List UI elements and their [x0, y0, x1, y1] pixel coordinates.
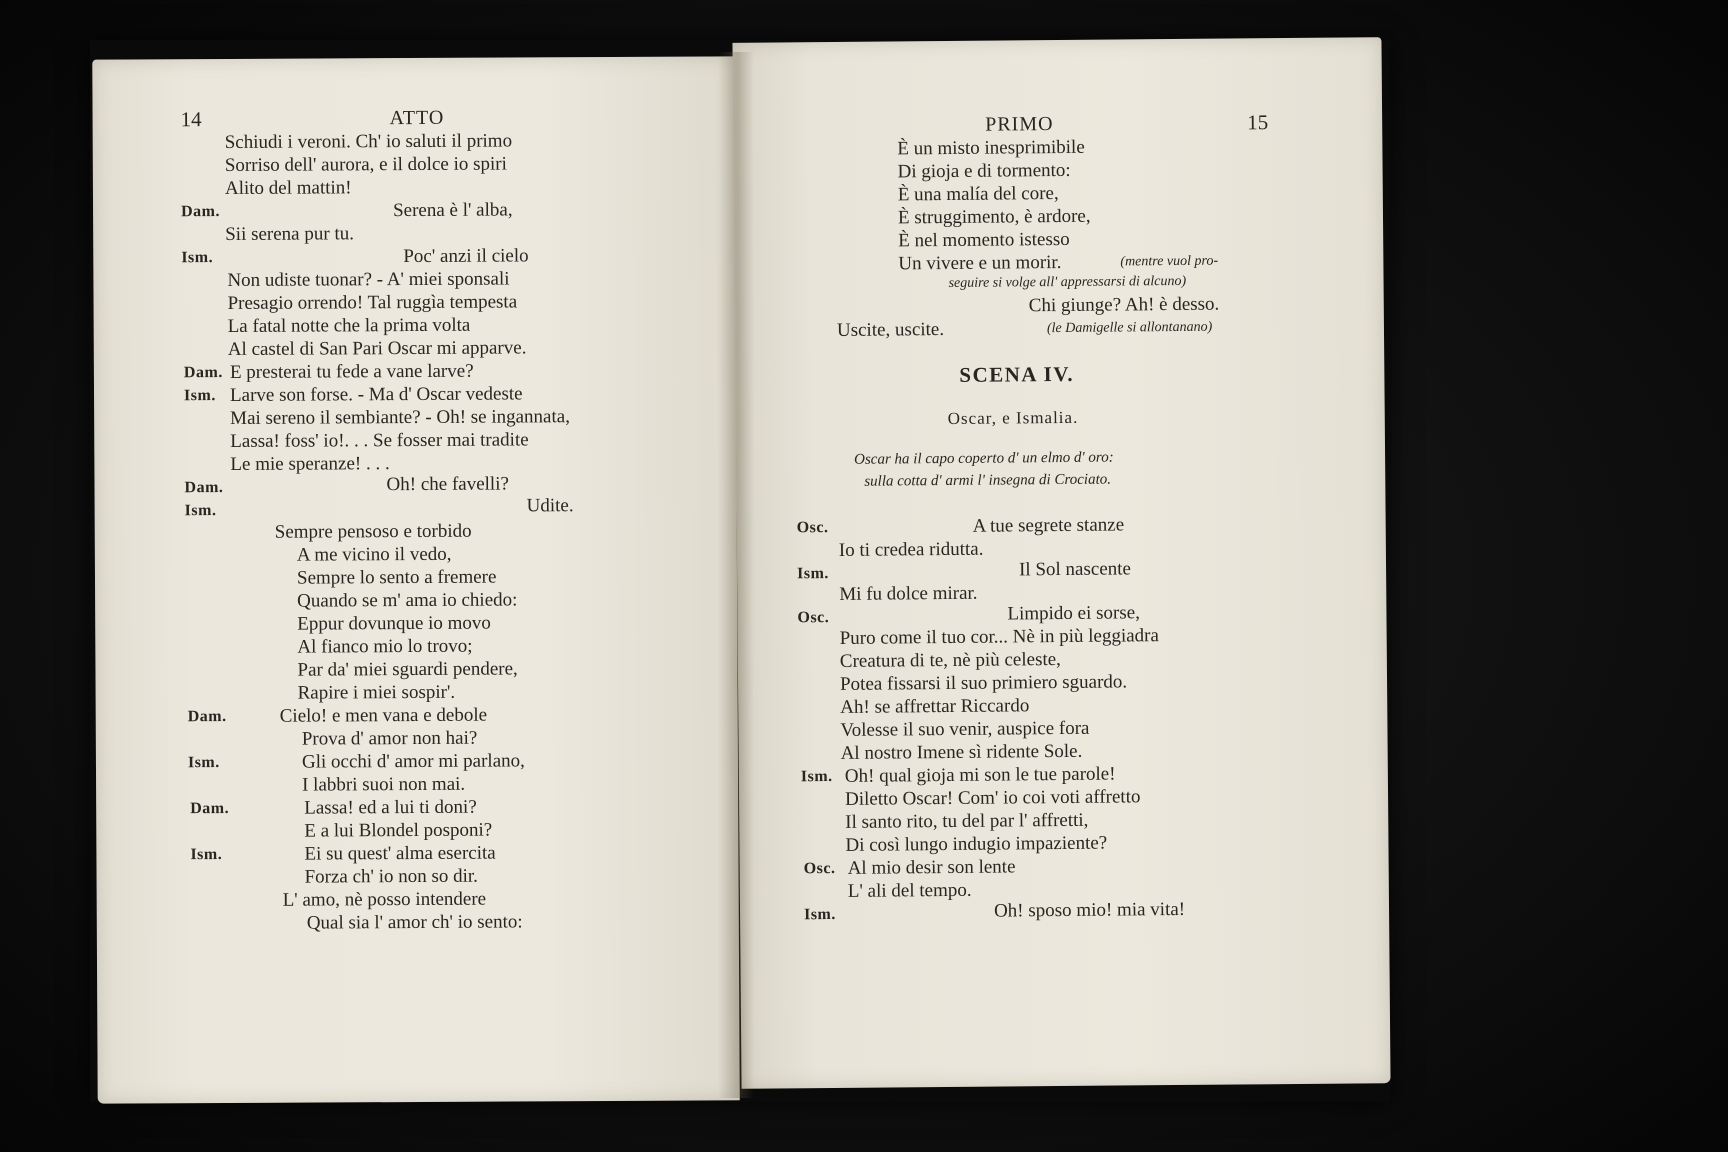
- running-head-right: PRIMO: [985, 113, 1054, 136]
- right-page: [732, 37, 1390, 1089]
- verse-line: È una malía del core,: [897, 183, 1059, 206]
- verse-line: Di gioja e di tormento:: [897, 159, 1071, 183]
- verse-line: Gli occhi d' amor mi parlano,: [301, 750, 525, 773]
- verse-line: Le mie speranze! . . .: [230, 453, 390, 475]
- stage-direction: (le Damigelle si allontanano): [1046, 319, 1213, 337]
- verse-line: È nel momento istesso: [898, 228, 1070, 252]
- verse-line: Cielo! e men vana e debole: [279, 704, 488, 727]
- page-number-right: 15: [1247, 110, 1269, 135]
- verse-line: Volesse il suo venir, auspice fora: [840, 717, 1090, 741]
- verse-line: Chi giunge? Ah! è desso.: [1028, 293, 1220, 317]
- verse-line: Il santo rito, tu del par l' affretti,: [845, 809, 1089, 833]
- verse-line: Diletto Oscar! Com' io coi voti affretto: [844, 786, 1141, 810]
- verse-line: Uscite, uscite.: [836, 319, 945, 341]
- verse-line: Limpido ei sorse,: [1007, 602, 1140, 625]
- verse-line: Potea fissarsi il suo primiero sguardo.: [839, 671, 1128, 695]
- verse-line: Io ti credea ridutta.: [838, 538, 984, 561]
- verse-line: Quando se m' ama io chiedo:: [297, 589, 518, 612]
- verse-line: Il Sol nascente: [1018, 558, 1132, 581]
- verse-line: Eppur dovunque io movo: [297, 612, 491, 635]
- verse-line: Sii serena pur tu.: [225, 223, 355, 245]
- verse-line: E a lui Blondel posponi?: [304, 819, 493, 842]
- verse-line: Poc' anzi il cielo: [403, 245, 529, 268]
- speaker-label: Dam.: [190, 799, 230, 818]
- speaker-label: Ism.: [800, 768, 833, 786]
- verse-line: Qual sia l' amor ch' io sento:: [306, 911, 523, 934]
- page-number-left: 14: [180, 107, 202, 132]
- verse-line: Un vivere e un morir.: [898, 251, 1062, 275]
- scene-description: Oscar ha il capo coperto d' un elmo d' oro:: [854, 449, 1114, 468]
- verse-line: La fatal notte che la prima volta: [227, 314, 471, 337]
- verse-line: L' amo, nè posso intendere: [282, 888, 487, 911]
- speaker-label: Dam.: [181, 203, 221, 221]
- verse-line: Lassa! foss' io!. . . Se fosser mai tradite: [230, 429, 529, 452]
- verse-line: Prova d' amor non hai?: [301, 727, 478, 750]
- verse-line: Lassa! ed a lui ti doni?: [304, 796, 477, 819]
- verse-line: È struggimento, è ardore,: [897, 205, 1091, 229]
- speaker-label: Ism.: [797, 565, 829, 583]
- scene-description: sulla cotta d' armi l' insegna di Crociato.: [864, 471, 1112, 490]
- speaker-label: Ism.: [803, 905, 836, 924]
- scene-title: SCENA IV.: [959, 361, 1075, 387]
- stage-direction: seguire si volge all' appressarsi di alcuno): [948, 273, 1187, 291]
- verse-line: Sempre lo sento a fremere: [296, 566, 497, 589]
- verse-line: Rapire i miei sospir'.: [297, 681, 456, 704]
- verse-line: Al castel di San Pari Oscar mi apparve.: [227, 337, 527, 360]
- verse-line: Al mio desir son lente: [847, 856, 1016, 879]
- verse-line: Serena è l' alba,: [393, 199, 513, 222]
- verse-line: A tue segrete stanze: [972, 514, 1125, 537]
- verse-line: Al fianco mio lo trovo;: [297, 635, 473, 658]
- verse-line: Udite.: [526, 495, 574, 517]
- verse-line: A me vicino il vedo,: [296, 543, 452, 566]
- verse-line: Par da' miei sguardi pendere,: [297, 658, 518, 681]
- scene-persons: Oscar, e Ismalia.: [947, 407, 1079, 428]
- verse-line: Oh! che favelli?: [386, 473, 509, 496]
- speaker-label: Ism.: [183, 387, 216, 405]
- speaker-label: Dam.: [183, 364, 223, 382]
- verse-line: Non udiste tuonar? - A' miei sponsali: [227, 268, 510, 291]
- speaker-label: Dam.: [187, 707, 227, 726]
- stage-direction: (mentre vuol pro-: [1120, 253, 1219, 270]
- verse-line: Forza ch' io non so dir.: [304, 865, 478, 888]
- speaker-label: Dam.: [184, 479, 224, 497]
- speaker-label: Osc.: [796, 519, 829, 537]
- speaker-label: Ism.: [184, 502, 217, 520]
- speaker-label: Ism.: [181, 249, 214, 267]
- verse-line: Alito del mattin!: [224, 177, 352, 199]
- verse-line: Sempre pensoso e torbido: [274, 520, 472, 543]
- verse-line: Al nostro Imene sì ridente Sole.: [840, 740, 1083, 764]
- verse-line: Larve son forse. - Ma d' Oscar vedeste: [229, 383, 523, 406]
- verse-line: E presterai tu fede a vane larve?: [229, 360, 474, 383]
- verse-line: Ah! se affrettar Riccardo: [840, 695, 1030, 718]
- verse-line: Mi fu dolce mirar.: [839, 582, 978, 605]
- verse-line: Oh! sposo mio! mia vita!: [993, 898, 1186, 922]
- speaker-label: Osc.: [797, 609, 830, 627]
- verse-line: Puro come il tuo cor... Nè in più leggiadra: [839, 625, 1159, 649]
- verse-line: Oh! qual gioja mi son le tue parole!: [844, 763, 1116, 787]
- verse-line: Creatura di te, nè più celeste,: [839, 649, 1061, 672]
- running-head-left: ATTO: [389, 106, 445, 130]
- verse-line: Presagio orrendo! Tal ruggìa tempesta: [227, 291, 518, 314]
- verse-line: È un misto inesprimibile: [897, 136, 1085, 160]
- verse-line: Mai sereno il sembiante? - Oh! se ingannata,: [230, 406, 570, 429]
- verse-line: L' ali del tempo.: [847, 879, 972, 902]
- verse-line: Sorriso dell' aurora, e il dolce io spiri: [224, 153, 507, 176]
- speaker-label: Ism.: [187, 754, 220, 772]
- verse-line: Ei su quest' alma esercita: [304, 842, 496, 865]
- verse-line: I labbri suoi non mai.: [302, 773, 466, 796]
- left-page: [92, 56, 739, 1103]
- verse-line: Di così lungo indugio impaziente?: [845, 832, 1108, 856]
- verse-line: Schiudi i veroni. Ch' io saluti il primo: [224, 130, 513, 153]
- speaker-label: Ism.: [190, 846, 223, 864]
- speaker-label: Osc.: [803, 859, 836, 878]
